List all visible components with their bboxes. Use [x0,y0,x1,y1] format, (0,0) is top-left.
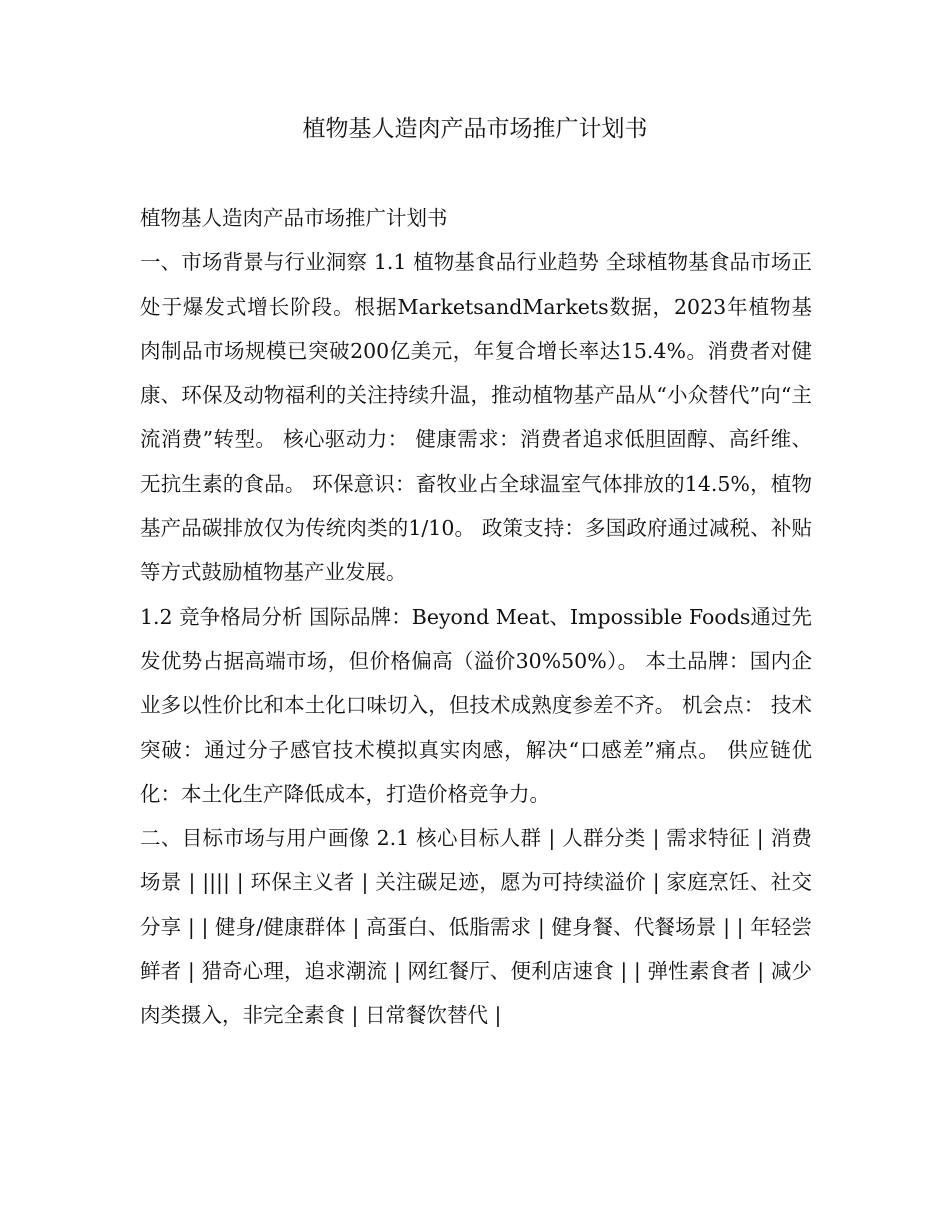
body-paragraph-competition: 1.2 竞争格局分析 国际品牌：Beyond Meat、Impossible Foods通过先发优势占据高端市场，但价格偏高（溢价30%50%）。 本土品牌：国内企业多以性价比和本土化口味切入，但技术成熟度参差不齐。 机会点： 技术突破：通过分子感官技术模拟真实肉感，解决“口感差”痛点。 供应链优化：本土化生产降低成本，打造价格竞争力。 [140,604,812,806]
document-body [140,196,812,1038]
body-paragraph-target-market: 二、目标市场与用户画像 2.1 核心目标人群 | 人群分类 | 需求特征 | 消费场景 | |||| | 环保主义者 | 关注碳足迹，愿为可持续溢价 | 家庭烹饪、社交分享 | | 健身/健康群体 | 高蛋白、低脂需求 | 健身餐、代餐场景 | | 年轻尝鲜者 | 猎奇心理，追求潮流 | 网红餐厅、便利店速食 | | 弹性素食者 | 减少肉类摄入，非完全素食 | 日常餐饮替代 | [140,826,812,1028]
body-paragraph-heading: 植物基人造肉产品市场推广计划书 [140,206,448,230]
body-paragraph-market-background: 一、市场背景与行业洞察 1.1 植物基食品行业趋势 全球植物基食品市场正处于爆发式增长阶段。根据MarketsandMarkets数据，2023年植物基肉制品市场规模已突破200亿美元，年复合增长率达15.4%。消费者对健康、环保及动物福利的关注持续升温，推动植物基产品从“小众替代”向“主流消费”转型。 核心驱动力： 健康需求：消费者追求低胆固醇、高纤维、无抗生素的食品。 环保意识：畜牧业占全球温室气体排放的14.5%，植物基产品碳排放仅为传统肉类的1/10。 政策支持：多国政府通过减税、补贴等方式鼓励植物基产业发展。 [140,250,812,585]
document-title: 植物基人造肉产品市场推广计划书 [302,116,648,142]
